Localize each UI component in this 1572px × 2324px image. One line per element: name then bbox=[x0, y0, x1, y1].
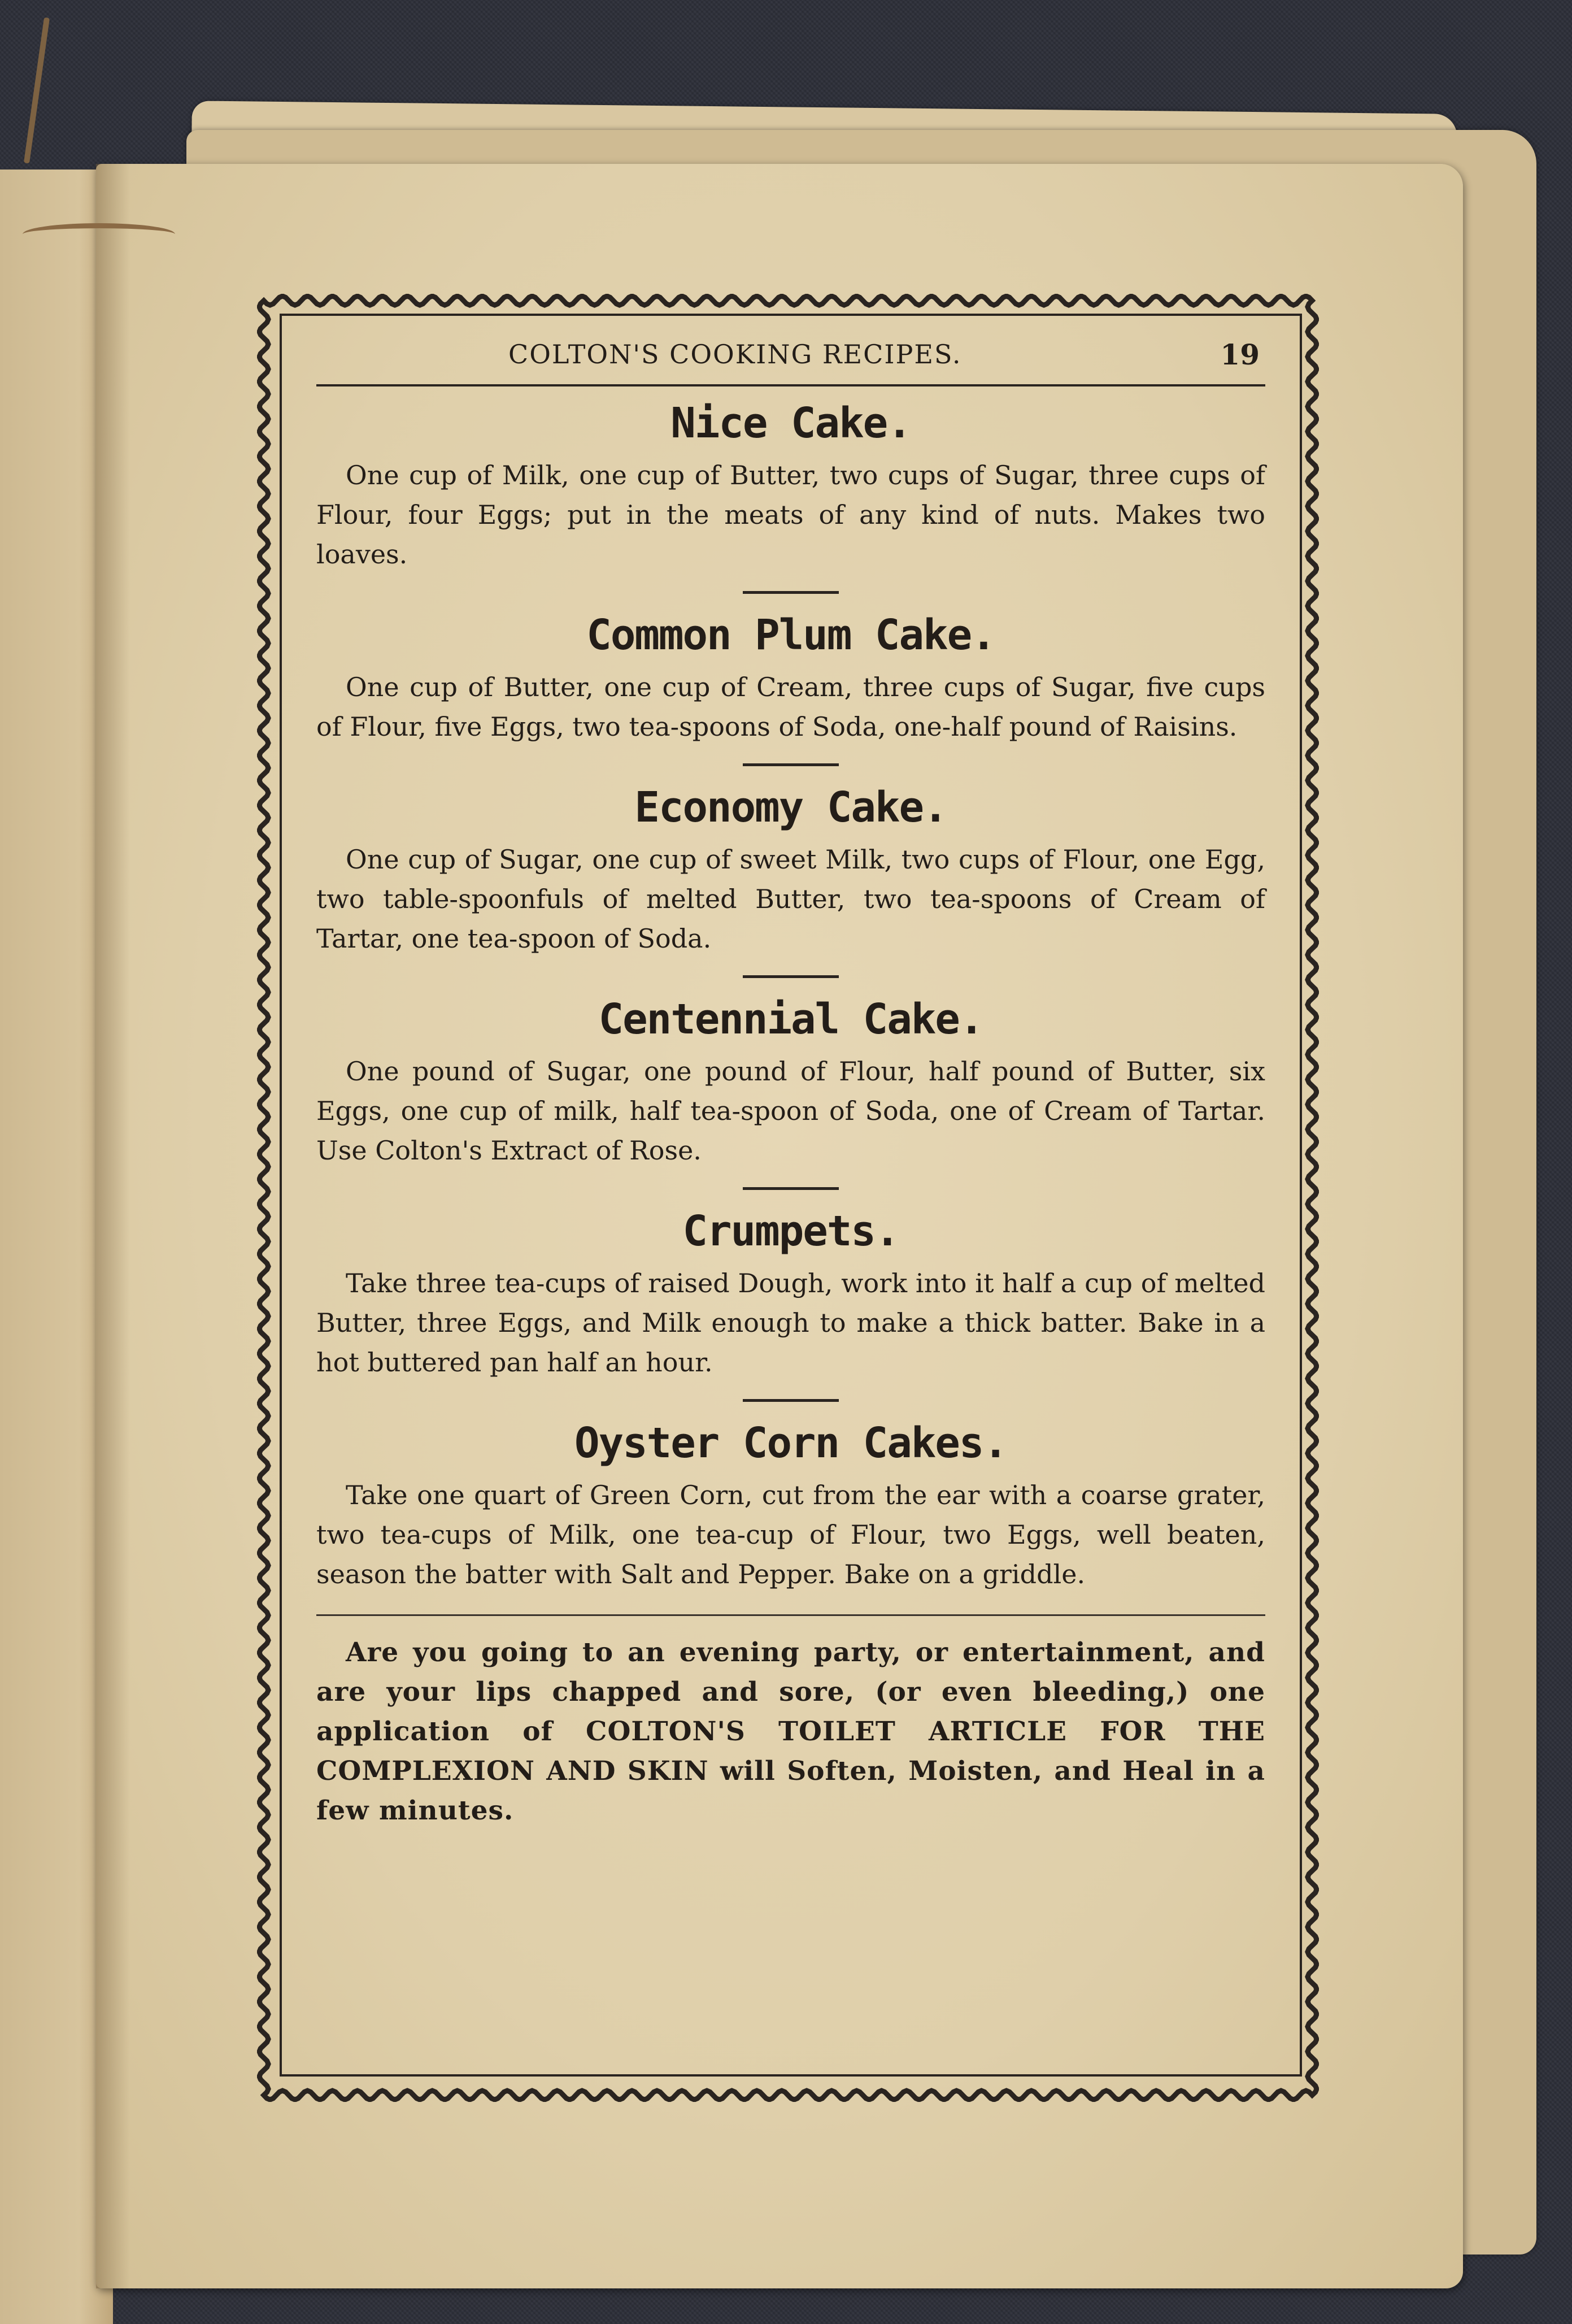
section-divider bbox=[743, 1399, 839, 1402]
recipe-title: Crumpets. bbox=[682, 1207, 899, 1256]
page-number: 19 bbox=[1220, 338, 1260, 371]
section-divider bbox=[743, 975, 839, 978]
section-divider bbox=[743, 1187, 839, 1190]
recipe bbox=[316, 399, 1265, 574]
recipe-title: Nice Cake. bbox=[670, 399, 911, 448]
running-header bbox=[316, 333, 1265, 386]
recipe bbox=[316, 995, 1265, 1170]
recipe bbox=[316, 1207, 1265, 1382]
binding-string bbox=[23, 223, 175, 245]
recipe-body: One pound of Sugar, one pound of Flour, half pound of Butter, six Eggs, one cup of milk, half tea-spoon of Soda, one of Cream of Tartar. Use Colton's Extract of Rose. bbox=[316, 1056, 1265, 1166]
advertisement-text: Are you going to an evening party, or entertainment, and are your lips chapped and sore, (or even bleeding,) one application of COLTON'S TOILET ARTICLE FOR THE COMPLEXION AND SKIN will Soften, Moisten, and Heal in a few minutes. bbox=[316, 1637, 1265, 1826]
recipe bbox=[316, 783, 1265, 958]
recipe-title: Economy Cake. bbox=[634, 783, 947, 832]
recipe-body: One cup of Butter, one cup of Cream, three cups of Sugar, five cups of Flour, five Eggs, two tea-spoons of Soda, one-half pound of Raisins. bbox=[316, 672, 1265, 742]
recipe bbox=[316, 1419, 1265, 1594]
recipe-body: One cup of Sugar, one cup of sweet Milk, two cups of Flour, one Egg, two table-spoonfuls of melted Butter, two tea-spoons of Cream of Tartar, one tea-spoon of Soda. bbox=[316, 844, 1265, 954]
section-divider bbox=[743, 763, 839, 766]
recipe-title: Oyster Corn Cakes. bbox=[574, 1419, 1007, 1467]
recipe-body: Take one quart of Green Corn, cut from the ear with a coarse grater, two tea-cups of Milk, one tea-cup of Flour, two Eggs, well beaten, season the batter with Salt and Pepper. Bake on a griddle. bbox=[316, 1480, 1265, 1589]
page-gutter-shadow bbox=[96, 164, 130, 2288]
running-title: COLTON'S COOKING RECIPES. bbox=[508, 339, 962, 370]
recipe-title: Centennial Cake. bbox=[598, 995, 983, 1044]
recipe-body: One cup of Milk, one cup of Butter, two cups of Sugar, three cups of Flour, four Eggs; put in the meats of any kind of nuts. Makes two loaves. bbox=[316, 460, 1265, 570]
recipe bbox=[316, 611, 1265, 746]
recipe-title: Common Plum Cake. bbox=[586, 611, 995, 659]
advertisement-divider bbox=[316, 1614, 1265, 1616]
recipe-body: Take three tea-cups of raised Dough, work into it half a cup of melted Butter, three Eggs, and Milk enough to make a thick batter. Bake in a hot buttered pan half an hour. bbox=[316, 1268, 1265, 1378]
section-divider bbox=[743, 591, 839, 594]
page-content bbox=[316, 333, 1265, 1831]
